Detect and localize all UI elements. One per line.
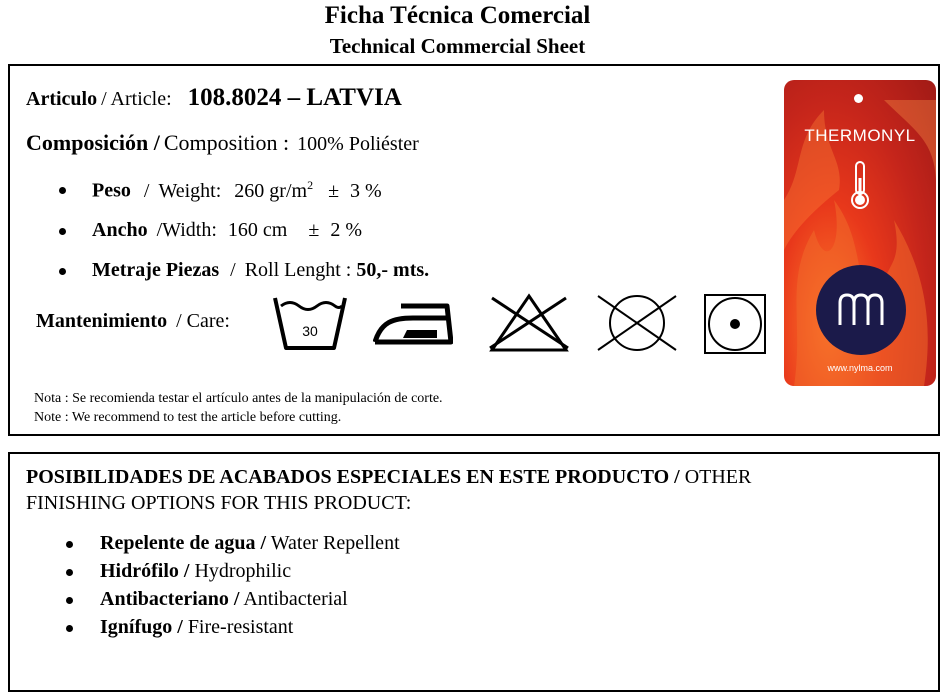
note-es: Nota : Se recomienda testar el artículo antes de la manipulación de corte. (34, 391, 443, 406)
tag-url: www.nylma.com (827, 363, 893, 373)
wash-temp-label: 30 (302, 323, 318, 339)
finishing-item (100, 532, 400, 555)
specs-box (8, 64, 940, 436)
bullet (66, 597, 73, 604)
weight-plus-minus: ± (328, 179, 340, 202)
weight-tolerance: 3 % (350, 179, 382, 202)
width-tolerance: 2 % (330, 219, 362, 241)
composition-label-en: Composition : (163, 130, 290, 155)
care-row (36, 310, 230, 333)
bullet (66, 569, 73, 576)
finishing-item (100, 588, 348, 611)
note-en: Note : We recommend to test the article before cutting. (34, 410, 342, 425)
finishing-heading-line2: FINISHING OPTIONS FOR THIS PRODUCT: (26, 492, 412, 514)
finishing-heading (26, 466, 751, 489)
width-label-en: Width: (162, 219, 217, 241)
article-row (26, 84, 402, 112)
care-label-es: Mantenimiento (36, 310, 168, 332)
width-row (92, 219, 362, 242)
thermonyl-tag (784, 80, 936, 386)
composition-row (26, 130, 419, 156)
roll-row (92, 259, 429, 282)
width-sep: / (156, 219, 163, 241)
tumble-dry-icon (704, 294, 766, 354)
finishing-item-bold: Hidrófilo / (100, 560, 190, 582)
weight-row (92, 178, 382, 203)
finishing-heading-bold: POSIBILIDADES DE ACABADOS ESPECIALES EN ESTE PRODUCTO / (26, 466, 680, 488)
iron-icon (373, 300, 453, 346)
do-not-dry-clean-icon (592, 292, 682, 354)
finishing-heading-normal: OTHER (679, 466, 752, 488)
roll-label-en: Roll Lenght : (244, 259, 352, 281)
bullet (59, 268, 66, 275)
tag-hole (854, 94, 863, 103)
thermometer-icon (848, 160, 872, 210)
finishing-item (100, 560, 291, 583)
weight-unit-sup: 2 (307, 178, 314, 192)
composition-value: 100% Poliéster (297, 133, 419, 155)
weight-label-es: Peso (92, 179, 131, 202)
roll-sep: / (230, 259, 236, 281)
finishing-item-normal: Fire-resistant (182, 616, 294, 638)
weight-sep: / (143, 179, 150, 202)
finishing-box (8, 452, 940, 692)
page-title: Ficha Técnica Comercial (324, 2, 591, 29)
article-value: 108.8024 – LATVIA (187, 84, 402, 111)
finishing-item-normal: Antibacterial (239, 588, 348, 610)
article-label-en: / Article: (101, 88, 172, 110)
finishing-item-bold: Antibacteriano / (100, 588, 240, 610)
finishing-item-normal: Hydrophilic (189, 560, 292, 582)
composition-label-es: Composición / (26, 130, 160, 155)
bullet (66, 625, 73, 632)
wash-30-icon (272, 294, 348, 352)
finishing-item-bold: Repelente de agua / (100, 532, 267, 554)
width-value: 160 cm (227, 219, 288, 241)
tag-brand: THERMONYL (804, 126, 916, 145)
roll-label-es: Metraje Piezas (92, 259, 220, 281)
finishing-item-bold: Ignífugo / (100, 616, 183, 638)
bullet (59, 228, 66, 235)
finishing-item (100, 616, 293, 639)
page-subtitle: Technical Commercial Sheet (329, 34, 586, 58)
finishing-item-normal: Water Repellent (266, 532, 400, 554)
weight-value: 260 gr/m (234, 179, 308, 202)
nylma-logo-mark (816, 265, 906, 355)
nylma-logo (816, 265, 906, 355)
care-label-en: / Care: (176, 310, 230, 332)
bullet (59, 187, 66, 194)
bullet (66, 541, 73, 548)
roll-value: 50,- mts. (356, 259, 430, 281)
weight-label-en: Weight: (158, 179, 222, 202)
article-label-es: Articulo (26, 88, 98, 110)
do-not-bleach-icon (484, 292, 574, 354)
width-plus-minus: ± (308, 219, 320, 241)
width-label-es: Ancho (92, 219, 148, 241)
